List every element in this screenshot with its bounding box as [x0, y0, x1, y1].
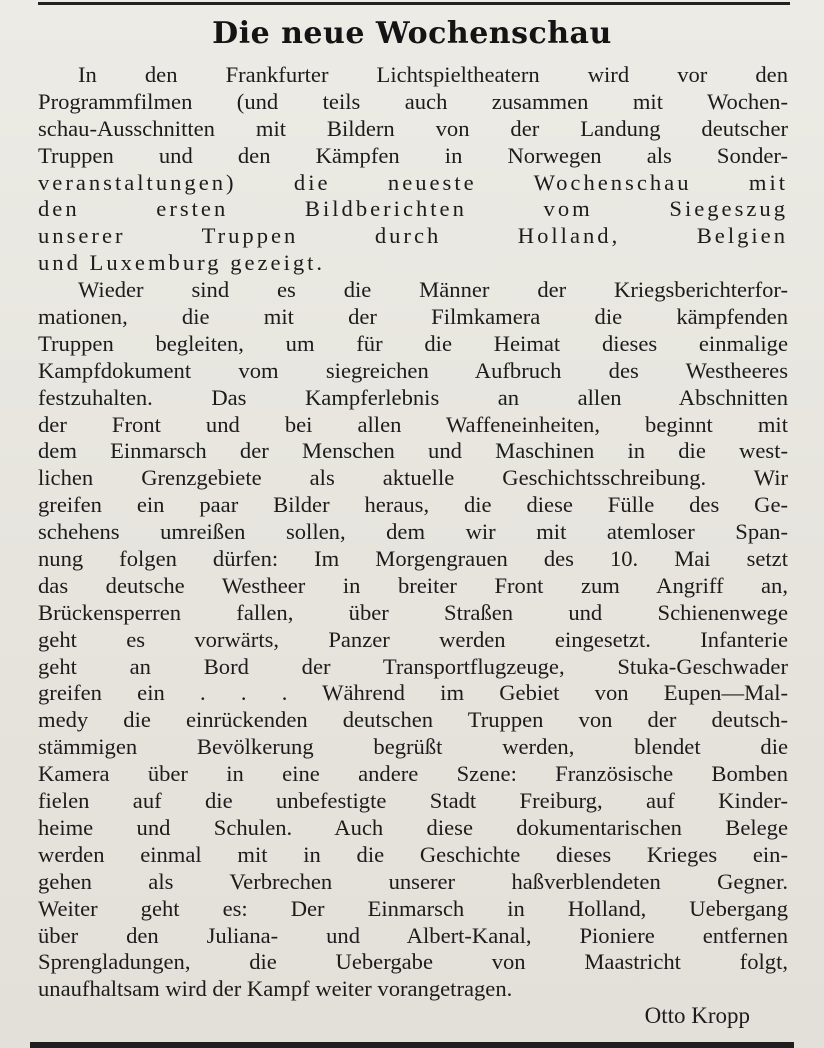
text-line: lichen Grenzgebiete als aktuelle Geschichtsschreibung. Wir: [38, 465, 788, 491]
text-line: nung folgen dürfen: Im Morgengrauen des 10. Mai setzt: [38, 546, 788, 572]
text-line: stämmigen Bevölkerung begrüßt werden, blendet die: [38, 734, 788, 760]
text-line: greifen ein paar Bilder heraus, die diese Fülle des Ge-: [38, 492, 788, 518]
text-line: Sprengladungen, die Uebergabe von Maastricht folgt,: [38, 949, 788, 975]
text-line: Kamera über in eine andere Szene: Französische Bomben: [38, 761, 788, 787]
text-line: unaufhaltsam wird der Kampf weiter vorangetragen.: [38, 976, 513, 1002]
text-line: fielen auf die unbefestigte Stadt Freiburg, auf Kinder-: [38, 788, 788, 814]
text-line: geht an Bord der Transportflugzeuge, Stuka-Geschwader: [38, 653, 788, 679]
text-line: medy die einrückenden deutschen Truppen von der deutsch-: [38, 707, 788, 733]
text-line: werden einmal mit in die Geschichte dieses Krieges ein-: [38, 841, 788, 867]
text-line: unserer Truppen durch Holland, Belgien: [38, 223, 788, 249]
text-line: das deutsche Westheer in breiter Front zum Angriff an,: [38, 572, 788, 598]
text-line: Wieder sind es die Männer der Kriegsberichterfor-: [78, 277, 788, 303]
text-line: dem Einmarsch der Menschen und Maschinen in die west-: [38, 438, 788, 464]
text-line: veranstaltungen) die neueste Wochenschau mit: [38, 169, 788, 195]
text-line: der Front und bei allen Waffeneinheiten, beginnt mit: [38, 411, 788, 437]
paragraph-1: [38, 62, 788, 277]
author-signature: Otto Kropp: [644, 1003, 750, 1028]
text-line: Truppen begleiten, um für die Heimat dieses einmalige: [38, 330, 788, 356]
article-body: [38, 62, 788, 1003]
article-headline: Die neue Wochenschau: [212, 16, 612, 51]
text-line: gehen als Verbrechen unserer haßverblendeten Gegner.: [38, 868, 788, 894]
paragraph-2: [38, 277, 788, 1003]
text-line: greifen ein . . . Während im Gebiet von Eupen—Mal-: [38, 680, 788, 706]
text-line: Brückensperren fallen, über Straßen und Schienenwege: [38, 599, 788, 625]
text-line: heime und Schulen. Auch diese dokumentarischen Belege: [38, 814, 788, 840]
text-line: In den Frankfurter Lichtspieltheatern wird vor den: [78, 62, 788, 87]
text-line: über den Juliana- und Albert-Kanal, Pioniere entfernen: [38, 922, 788, 948]
text-line: Truppen und den Kämpfen in Norwegen als Sonder-: [38, 142, 788, 168]
top-rule: [38, 2, 790, 5]
text-line: mationen, die mit der Filmkamera die kämpfenden: [38, 304, 788, 330]
text-line: schau-Ausschnitten mit Bildern von der Landung deutscher: [38, 115, 788, 141]
text-line: festzuhalten. Das Kampferlebnis an allen Abschnitten: [38, 384, 788, 410]
text-line: Programmfilmen (und teils auch zusammen mit Wochen-: [38, 88, 788, 114]
text-line: Kampfdokument vom siegreichen Aufbruch des Westheeres: [38, 357, 788, 383]
text-line: schehens umreißen sollen, dem wir mit atemloser Span-: [38, 519, 788, 545]
text-line: und Luxemburg gezeigt.: [38, 250, 326, 276]
text-line: den ersten Bildberichten vom Siegeszug: [38, 196, 788, 222]
text-line: Weiter geht es: Der Einmarsch in Holland, Uebergang: [38, 895, 788, 921]
text-line: geht es vorwärts, Panzer werden eingesetzt. Infanterie: [38, 626, 788, 652]
bottom-rule: [30, 1042, 794, 1048]
